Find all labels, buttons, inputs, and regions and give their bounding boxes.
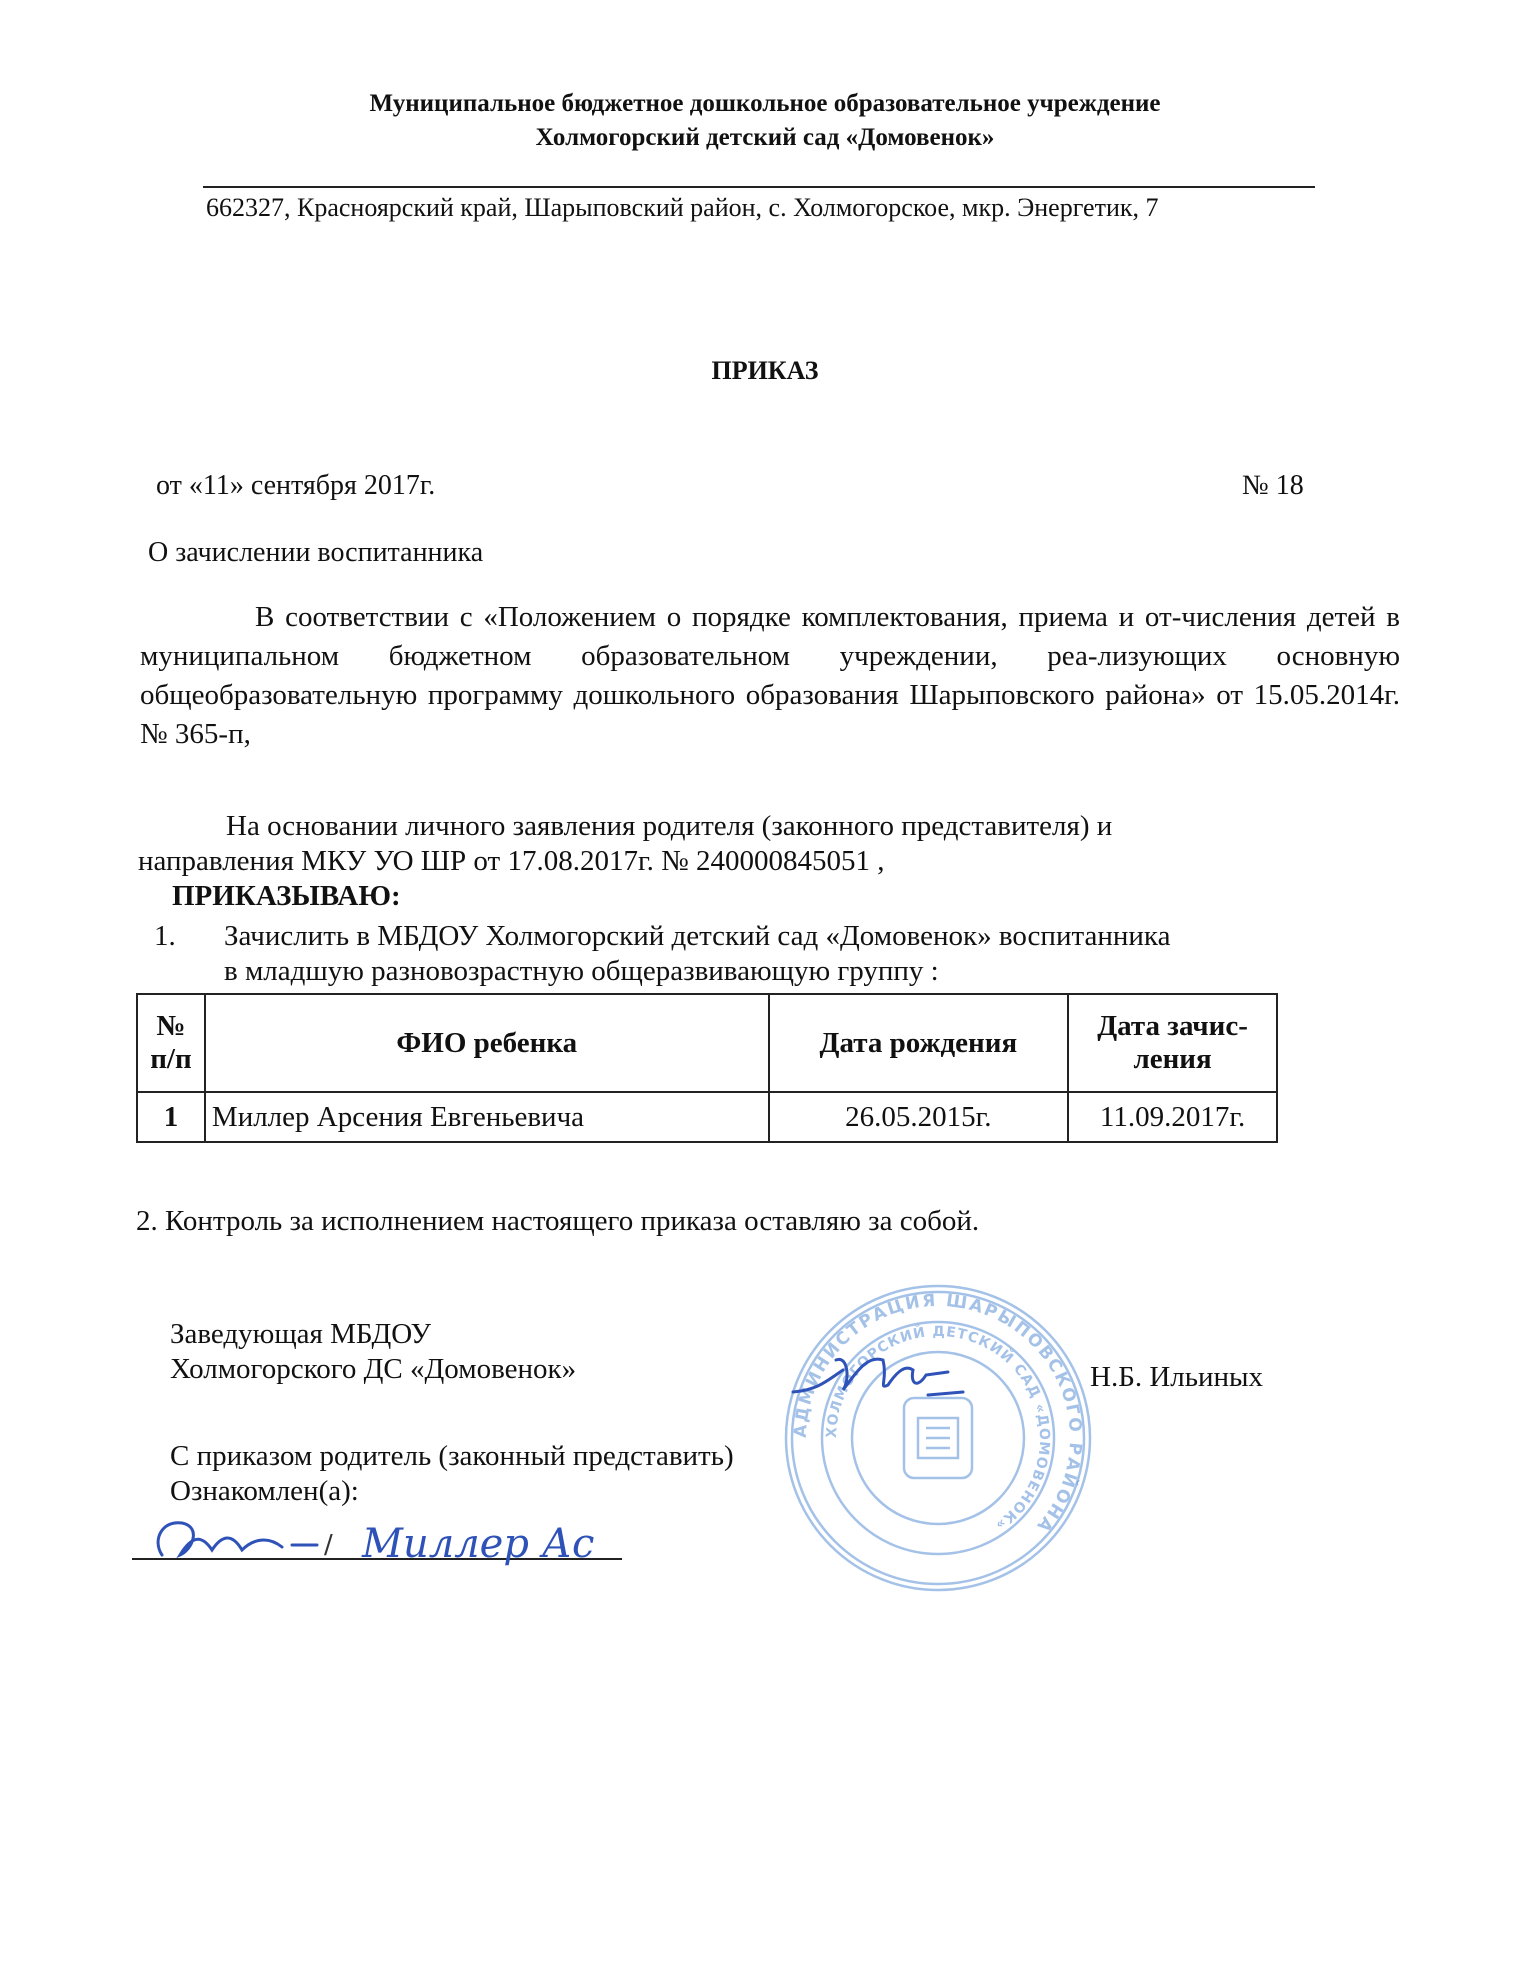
ack-line1: С приказом родитель (законный представить)	[170, 1440, 734, 1472]
basis-paragraph-2-line1: На основании личного заявления родителя (законного представителя) и	[226, 810, 1113, 842]
head-position-line2: Холмогорского ДС «Домовенок»	[170, 1353, 577, 1385]
org-name-line1: Муниципальное бюджетное дошкольное образовательное учреждение	[369, 90, 1161, 117]
order-directive: ПРИКАЗЫВАЮ:	[172, 880, 401, 912]
document-title: ПРИКАЗ	[711, 356, 819, 385]
col-header-number: № п/п	[137, 994, 205, 1092]
svg-text:АДМИНИСТРАЦИЯ ШАРЫПОВСКОГО РАЙ: АДМИНИСТРАЦИЯ ШАРЫПОВСКОГО РАЙОНА	[790, 1290, 1086, 1537]
order-number: № 18	[1242, 470, 1304, 501]
svg-text:ХОЛМОГОРСКИЙ ДЕТСКИЙ САД «ДОМО: ХОЛМОГОРСКИЙ ДЕТСКИЙ САД «ДОМОВЕНОК»	[823, 1323, 1053, 1534]
children-table	[136, 993, 1278, 1143]
parent-signature-icon	[132, 1505, 632, 1585]
parent-signature-text: Миллер Ас	[362, 1521, 595, 1567]
parent-signature	[132, 1505, 632, 1590]
head-signature-icon	[788, 1340, 978, 1410]
table-row	[137, 1092, 1277, 1142]
official-stamp	[778, 1278, 1098, 1603]
head-signature	[788, 1340, 978, 1415]
stamp-seal-icon	[778, 1278, 1098, 1598]
item2-control: 2. Контроль за исполнением настоящего приказа оставляю за собой.	[136, 1205, 980, 1237]
head-name: Н.Б. Ильиных	[1090, 1361, 1264, 1393]
item1-number: 1.	[154, 920, 176, 952]
col-header-name: ФИО ребенка	[205, 994, 769, 1092]
item1-line2: в младшую разновозрастную общеразвивающую группу :	[224, 955, 939, 987]
parent-signature-separator: /	[324, 1530, 333, 1560]
cell-birthdate: 26.05.2015г.	[769, 1092, 1069, 1142]
basis-paragraph: В соответствии с «Положением о порядке комплектования, приема и от-числения детей в муниципальном бюджетном образовательном учреждении, реа-лизующих основную общеобразовательную программу дошкольного образования Шарыповского района» от 15.05.2014г. № 365-п,	[140, 601, 1400, 750]
org-address: 662327, Красноярский край, Шарыповский район, с. Холмогорское, мкр. Энергетик, 7	[206, 193, 1159, 222]
table-header-row	[137, 994, 1277, 1092]
item1-line1: Зачислить в МБДОУ Холмогорский детский сад «Домовенок» воспитанника	[224, 920, 1171, 952]
order-subject: О зачислении воспитанника	[148, 537, 484, 568]
cell-child-name: Миллер Арсения Евгеньевича	[205, 1092, 769, 1142]
order-date: от «11» сентября 2017г.	[156, 470, 436, 501]
cell-enroll-date: 11.09.2017г.	[1068, 1092, 1277, 1142]
basis-paragraph-2-line2: направления МКУ УО ШР от 17.08.2017г. № 240000845051 ,	[138, 845, 885, 877]
head-position-line1: Заведующая МБДОУ	[170, 1318, 432, 1350]
ack-line2: Ознакомлен(а):	[170, 1475, 359, 1507]
col-header-enroll-date: Дата зачис-ления	[1068, 994, 1277, 1092]
col-header-birthdate: Дата рождения	[769, 994, 1069, 1092]
org-name-line2: Холмогорский детский сад «Домовенок»	[535, 124, 995, 151]
cell-number: 1	[137, 1092, 205, 1142]
header-divider	[203, 186, 1315, 188]
